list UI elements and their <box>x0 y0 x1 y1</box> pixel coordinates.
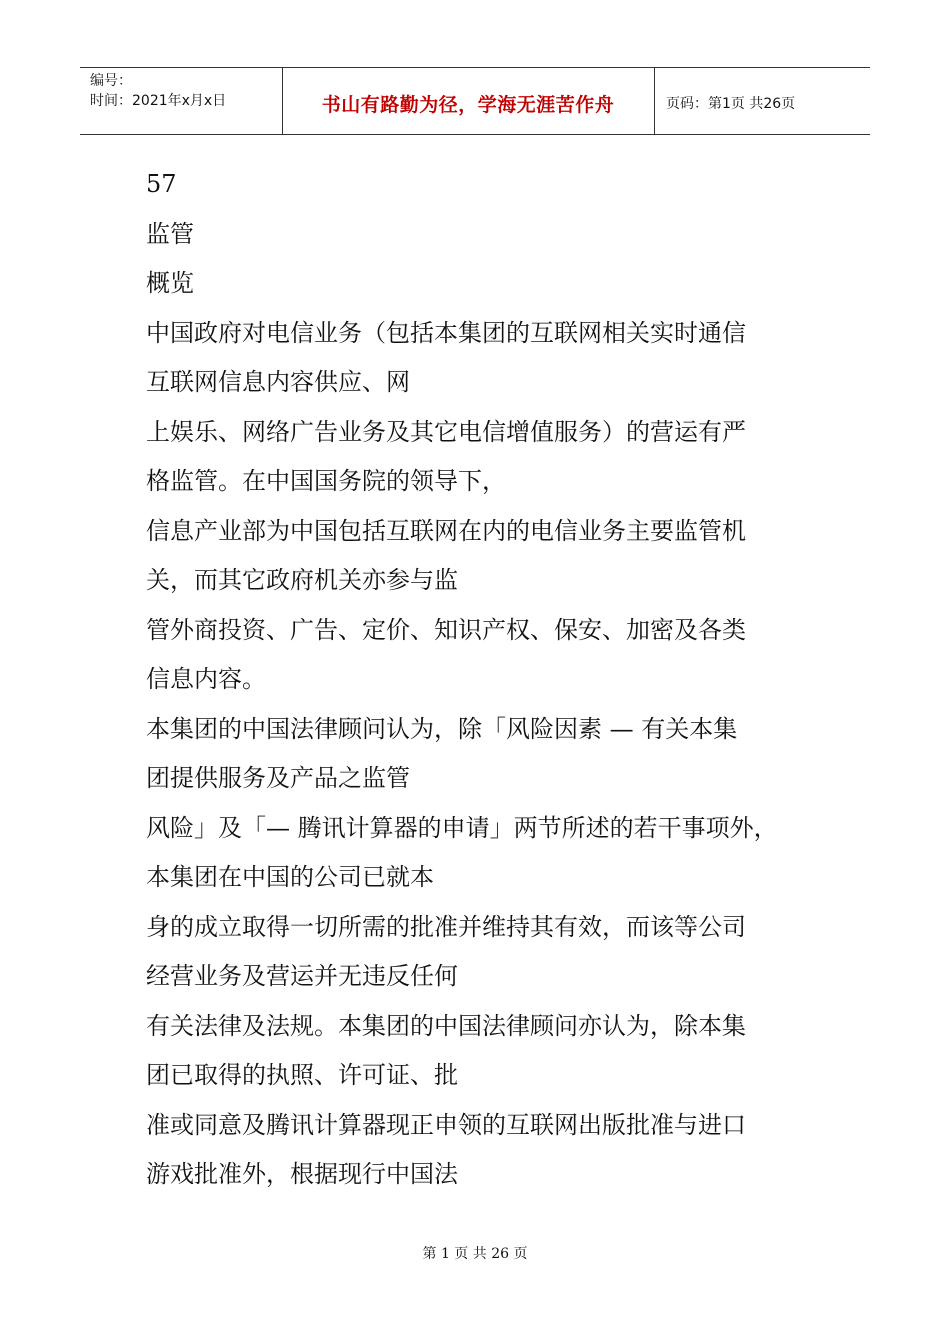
body-line: 互联网信息内容供应、网 <box>146 368 410 396</box>
body-line: 信息产业部为中国包括互联网在内的电信业务主要监管机 <box>146 516 746 545</box>
header-divider-right <box>654 68 655 135</box>
body-line: 本集团的中国法律顾问认为，除「风险因素 — 有关本集 <box>146 714 738 743</box>
page-footer: 第 1 页 共 26 页 <box>422 1246 528 1262</box>
body-line: 风险」及「— 腾讯计算器的申请」两节所述的若干事项外， <box>146 813 778 842</box>
body-line: 管外商投资、广告、定价、知识产权、保安、加密及各类 <box>146 615 746 644</box>
body-line: 上娱乐、网络广告业务及其它电信增值服务）的营运有严 <box>146 417 746 446</box>
body-line: 关，而其它政府机关亦参与监 <box>146 566 458 594</box>
document-body <box>146 160 846 1200</box>
body-line: 格监管。在中国国务院的领导下， <box>146 467 506 495</box>
page-header <box>80 67 870 135</box>
body-line: 监管 <box>146 219 194 248</box>
body-line: 经营业务及营运并无违反任何 <box>146 962 458 990</box>
header-page-info: 页码：第1页 共26页 <box>666 96 796 112</box>
document-number-label: 编号： <box>90 73 132 89</box>
body-line: 身的成立取得一切所需的批准并维持其有效，而该等公司 <box>146 912 746 941</box>
body-line: 有关法律及法规。本集团的中国法律顾问亦认为，除本集 <box>146 1011 746 1040</box>
body-line: 本集团在中国的公司已就本 <box>146 863 434 891</box>
body-line: 团提供服务及产品之监管 <box>146 764 410 792</box>
header-motto: 书山有路勤为径，学海无涯苦作舟 <box>321 94 615 116</box>
body-line: 中国政府对电信业务（包括本集团的互联网相关实时通信 <box>146 318 746 347</box>
header-meta <box>90 71 226 111</box>
body-line: 准或同意及腾讯计算器现正申领的互联网出版批准与进口 <box>146 1110 746 1139</box>
body-line: 信息内容。 <box>146 665 266 693</box>
document-date: 时间：2021年x月x日 <box>90 93 227 109</box>
body-line: 57 <box>146 170 177 198</box>
body-line: 概览 <box>146 269 194 297</box>
body-line: 团已取得的执照、许可证、批 <box>146 1061 458 1089</box>
body-line: 游戏批准外，根据现行中国法 <box>146 1160 458 1188</box>
